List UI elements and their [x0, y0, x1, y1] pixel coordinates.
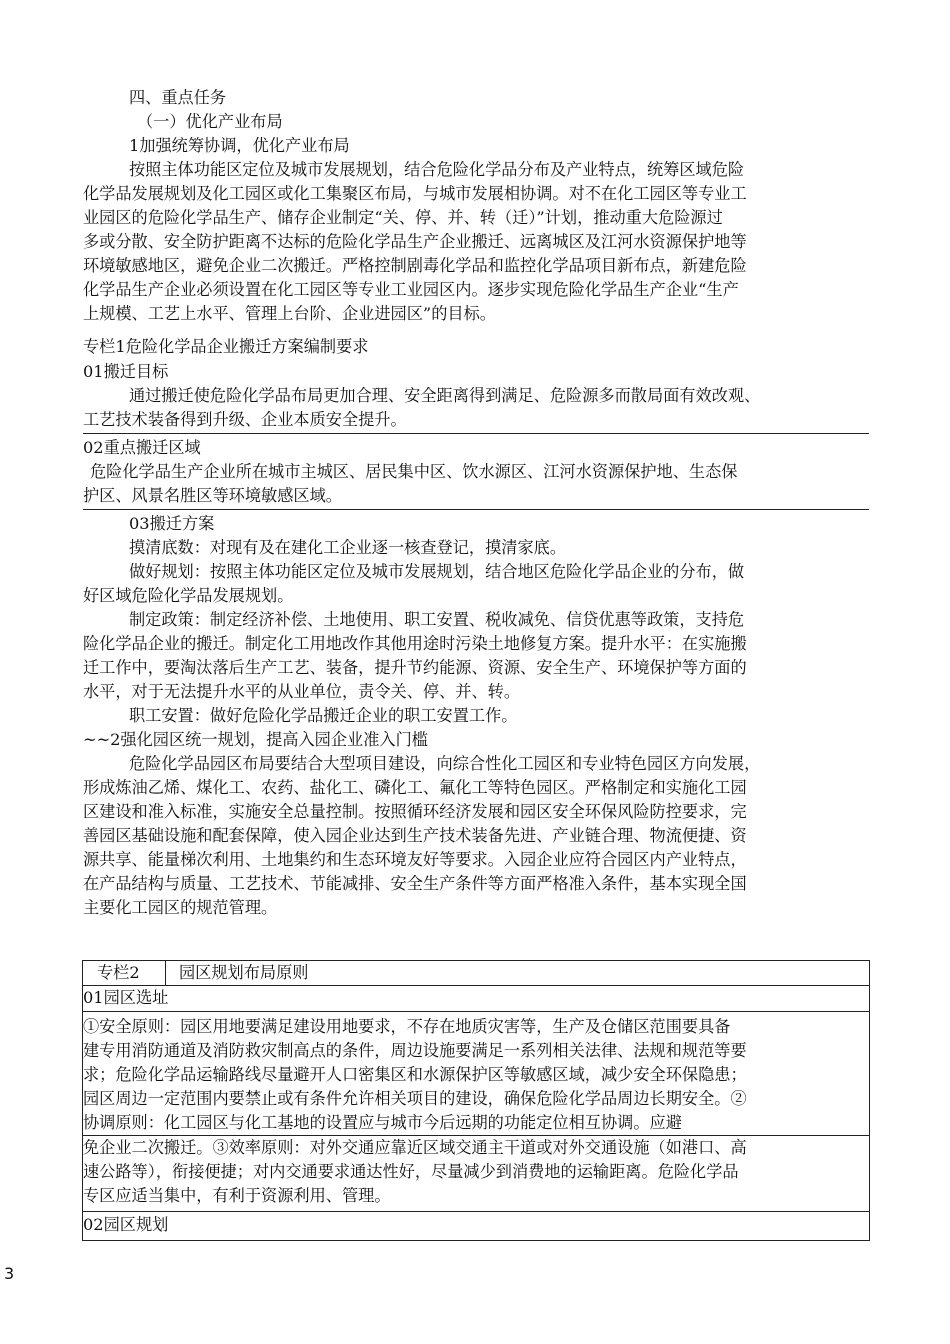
box1-section3-line: 迁工作中，要淘汰落后生产工艺、装备，提升节约能源、资源、安全生产、环境保护等方面的	[83, 658, 747, 677]
table-row-divider	[83, 1211, 869, 1212]
table-row-divider	[83, 1011, 869, 1012]
box1-section3-heading: 03搬迁方案	[129, 514, 215, 533]
item2-line: 危险化学品园区布局要结合大型项目建设，向综合性化工园区和专业特色园区方向发展，	[129, 754, 761, 773]
item1-line: 上规模、工艺上水平、管理上台阶、企业进园区”的目标。	[83, 304, 496, 323]
item2-line: 主要化工园区的规范管理。	[83, 898, 278, 917]
box1-section1-heading: 01搬迁目标	[83, 362, 169, 381]
table-cell-divider	[165, 961, 166, 985]
box1-section3-line: 摸清底数：对现有及在建化工企业逐一核查登记，摸清家底。	[129, 538, 567, 557]
item2-heading: ~~2强化园区统一规划，提高入园企业准入门槛	[83, 730, 428, 749]
box1-section3-line: 好区域危险化学品发展规划。	[83, 586, 294, 605]
box2-section1-line: 速公路等），衔接便捷；对内交通要求通达性好，尽量减少到消费地的运输距离。危险化学品	[83, 1162, 739, 1181]
box2-title: 园区规划布局原则	[179, 963, 309, 982]
box1-section3-line: 水平，对于无法提升水平的从业单位，责令关、停、并、转。	[83, 682, 521, 701]
box1-title: 专栏1危险化学品企业搬迁方案编制要求	[83, 337, 369, 356]
box1-section2-line: 危险化学品生产企业所在城市主城区、居民集中区、饮水源区、江河水资源保护地、生态保	[90, 462, 738, 481]
item1-heading: 1加强统筹协调，优化产业布局	[129, 136, 350, 155]
divider-line	[83, 509, 869, 510]
box2-section2-heading: 02园区规划	[83, 1215, 169, 1234]
box2-section1-line: 园区周边一定范围内要禁止或有条件允许相关项目的建设，确保危险化学品周边长期安全。②	[83, 1089, 747, 1108]
box2-section1-line: ①安全原则：园区用地要满足建设用地要求，不存在地质灾害等，生产及仓储区范围要具备	[83, 1017, 731, 1036]
box2-section1-line: 求；危险化学品运输路线尽量避开人口密集区和水源保护区等敏感区域，减少安全环保隐患；	[83, 1065, 747, 1084]
box1-section3-line: 做好规划：按照主体功能区定位及城市发展规划，结合地区危险化学品企业的分布，做	[129, 562, 745, 581]
box1-section1-line: 通过搬迁使危险化学品布局更加合理、安全距离得到满足、危险源多而散局面有效改观、	[129, 386, 761, 405]
section-title: 四、重点任务	[129, 88, 227, 107]
item2-line: 区建设和准入标准，实施安全总量控制。按照循环经济发展和园区安全环保风险防控要求，完	[83, 802, 747, 821]
divider-line	[83, 433, 869, 434]
item1-line: 化学品发展规划及化工园区或化工集聚区布局，与城市发展相协调。对不在化工园区等专业工	[83, 184, 747, 203]
box1-section3-line: 制定政策：制定经济补偿、土地使用、职工安置、税收减免、信贷优惠等政策，支持危	[129, 610, 745, 629]
item2-line: 形成炼油乙烯、煤化工、农药、盐化工、磷化工、氟化工等特色园区。严格制定和实施化工园	[83, 778, 747, 797]
box1-section2-line: 护区、风景名胜区等环境敏感区域。	[83, 486, 342, 505]
box1-section3-line: 险化学品企业的搬迁。制定化工用地改作其他用途时污染土地修复方案。提升水平：在实施搬	[83, 634, 747, 653]
box2-label: 专栏2	[97, 963, 140, 982]
box2-section1-line: 协调原则：化工园区与化工基地的设置应与城市今后远期的功能定位相互协调。应避	[83, 1113, 682, 1132]
box1-section3-line: 职工安置：做好危险化学品搬迁企业的职工安置工作。	[129, 706, 518, 725]
box1-section1-line: 工艺技术装备得到升级、企业本质安全提升。	[83, 410, 407, 429]
item1-line: 多或分散、安全防护距离不达标的危险化学品生产企业搬迁、远离城区及江河水资源保护地等	[83, 232, 747, 251]
box2-section1-heading: 01园区选址	[83, 988, 169, 1007]
box2-section1-line: 建专用消防通道及消防救灾制高点的条件，周边设施要满足一系列相关法律、法规和规范等要	[83, 1041, 747, 1060]
item2-line: 源共享、能量梯次利用、土地集约和生态环境友好等要求。入园企业应符合园区内产业特点，	[83, 850, 747, 869]
box2-table	[82, 960, 870, 1241]
item1-line: 环境敏感地区，避免企业二次搬迁。严格控制剧毒化学品和监控化学品项目新布点，新建危险	[83, 256, 747, 275]
item2-line: 在产品结构与质量、工艺技术、节能减排、安全生产条件等方面严格准入条件，基本实现全国	[83, 874, 747, 893]
box1-section2-heading: 02重点搬迁区域	[83, 438, 201, 457]
item1-line: 按照主体功能区定位及城市发展规划，结合危险化学品分布及产业特点，统筹区域危险	[129, 160, 745, 179]
page-number: 3	[4, 1264, 15, 1283]
box2-section1-line: 免企业二次搬迁。③效率原则：对外交通应靠近区域交通主干道或对外交通设施（如港口、高	[83, 1138, 747, 1157]
item2-line: 善园区基础设施和配套保障，使入园企业达到生产技术装备先进、产业链合理、物流便捷、资	[83, 826, 747, 845]
item1-line: 业园区的危险化学品生产、储存企业制定“关、停、并、转（迁）”计划，推动重大危险源过	[83, 208, 723, 227]
box2-section1-line: 专区应适当集中，有利于资源利用、管理。	[83, 1186, 391, 1205]
item1-line: 化学品生产企业必须设置在化工园区等专业工业园区内。逐步实现危险化学品生产企业“生产	[83, 280, 739, 299]
subsection-title: （一）优化产业布局	[137, 112, 283, 131]
